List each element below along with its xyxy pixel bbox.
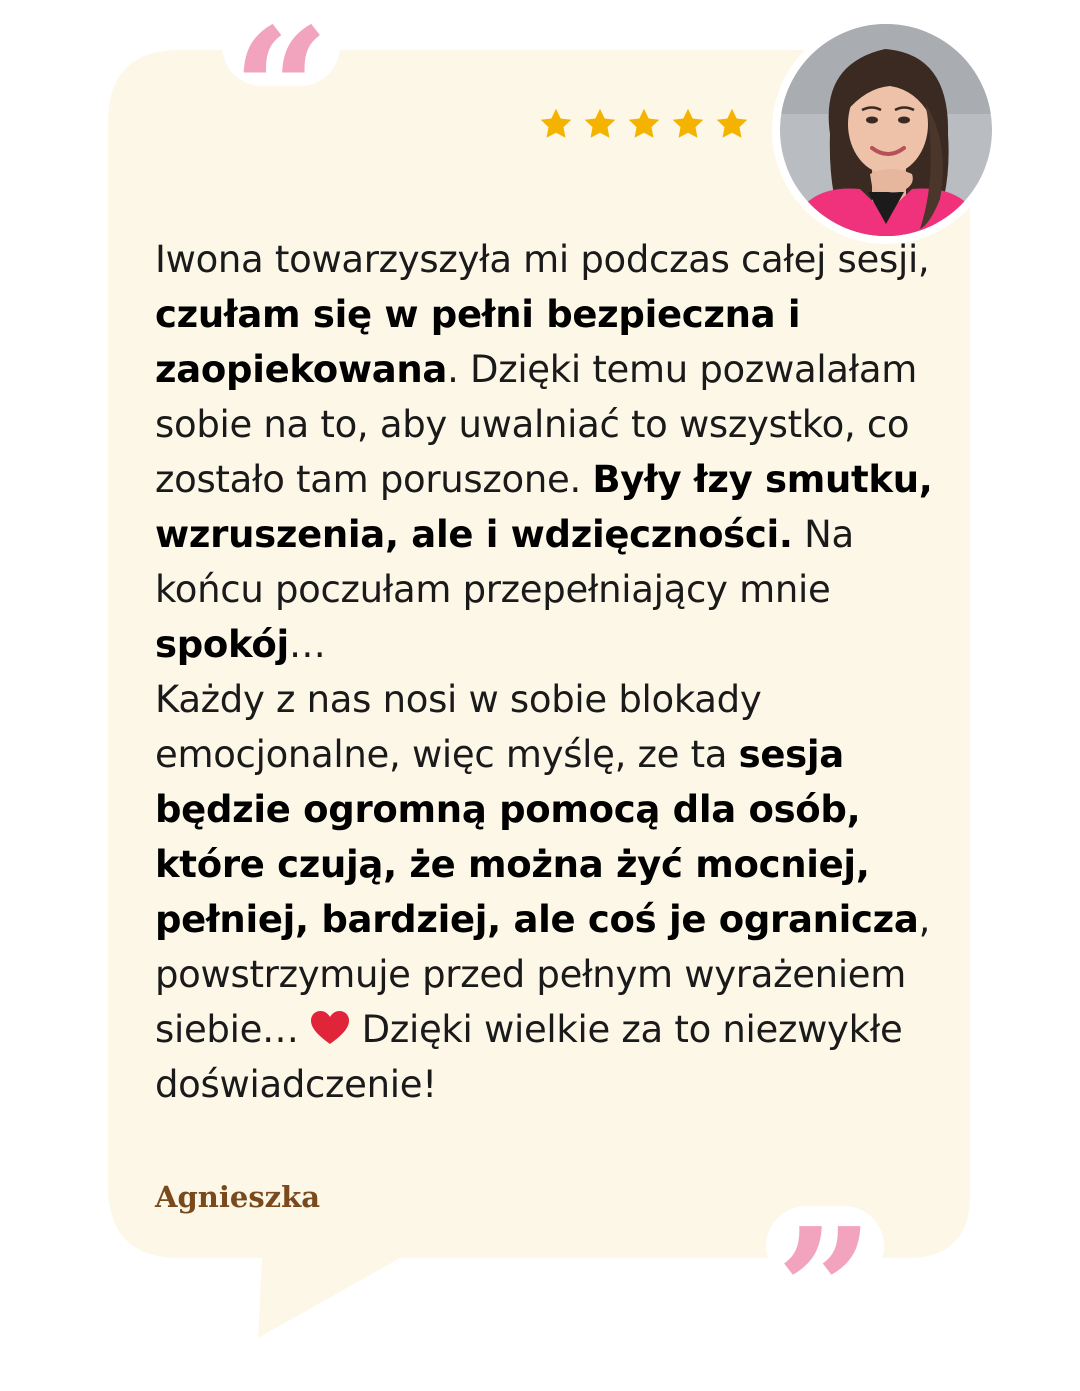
star-icon: [670, 106, 706, 142]
heart-icon: [310, 1010, 350, 1046]
open-quote-icon: [222, 6, 340, 86]
review-text-span: Każdy z nas nosi w sobie blokady emocjonalne, więc myślę, ze ta: [155, 678, 762, 776]
close-quote-icon: ”: [766, 1206, 884, 1286]
review-bold-span: sesja będzie ogromną pomocą dla osób, które czują, że można żyć mocniej, pełniej, bardziej, ale coś je ogranicza: [155, 733, 919, 941]
review-paragraph: [155, 232, 935, 672]
star-icon: [582, 106, 618, 142]
author-name: Agnieszka: [155, 1180, 321, 1214]
star-icon: [538, 106, 574, 142]
review-text-span: Dzięki wielkie za to niezwykłe doświadczenie!: [155, 1008, 903, 1106]
review-bold-span: czułam się w pełni bezpieczna i zaopiekowana: [155, 293, 801, 391]
review-text-span: …: [288, 623, 326, 666]
avatar: [772, 16, 1000, 244]
review-bold-span: spokój: [155, 623, 289, 666]
review-paragraph: [155, 672, 935, 1112]
review-text-span: Iwona towarzyszyła mi podczas całej sesji,: [155, 238, 930, 281]
review-text: [155, 232, 935, 1112]
review-text-span: , powstrzymuje przed pełnym wyrażeniem siebie…: [155, 898, 931, 1051]
review-text-span: . Dzięki temu pozwalałam sobie na to, aby uwalniać to wszystko, co zostało tam poruszone.: [155, 348, 918, 501]
star-rating: [538, 106, 750, 142]
review-bold-span: Były łzy smutku, wzruszenia, ale i wdzięczności.: [155, 458, 933, 556]
review-text-span: Na końcu poczułam przepełniający mnie: [155, 513, 854, 611]
star-icon: [714, 106, 750, 142]
woman-portrait-avatar-icon: [780, 24, 992, 236]
star-icon: [626, 106, 662, 142]
